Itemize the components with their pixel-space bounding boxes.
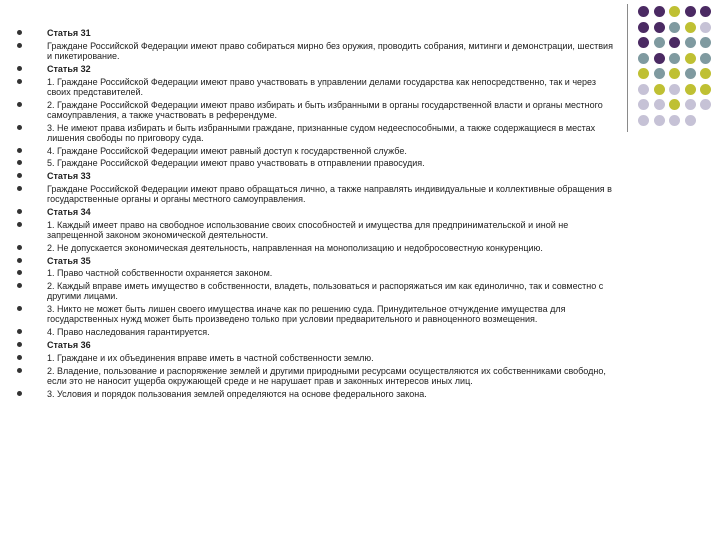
article-paragraph [17,146,615,156]
decor-dot [669,53,680,64]
item-text: Статья 33 [47,171,91,182]
decor-dot [700,84,711,95]
bullet-icon [17,270,22,275]
decor-dot [654,99,665,110]
decor-dot [685,68,696,79]
decor-dot [638,37,649,48]
bullet-icon [17,222,22,227]
bullet-icon [17,258,22,263]
bullet-icon [17,329,22,334]
article-heading [17,28,615,38]
article-paragraph [17,100,615,120]
decor-dot [638,84,649,95]
bullet-icon [17,283,22,288]
decor-dot [638,53,649,64]
bullet-icon [17,306,22,311]
decor-dot [700,99,711,110]
item-text: Статья 34 [47,206,91,217]
item-text: Статья 35 [47,255,91,266]
decor-dot [700,68,711,79]
item-text: 2. Владение, пользование и распоряжение землей и другими природными ресурсами осуществляются их собственниками свободно, если это не наносит ущерба окружающей среде и не нарушает прав и законных интересов иных лиц. [47,365,606,386]
item-text: 3. Не имеют права избирать и быть избранными граждане, признанные судом недееспособными, а также содержащиеся в местах лишения свободы по приговору суда. [47,122,596,143]
article-paragraph [17,220,615,240]
article-paragraph [17,184,615,204]
item-text: Статья 36 [47,339,91,350]
decor-dot [685,115,696,126]
decor-dot [638,6,649,17]
decor-dot [700,22,711,33]
article-heading [17,64,615,74]
decor-dot [700,6,711,17]
bullet-icon [17,102,22,107]
item-text: 2. Граждане Российской Федерации имеют право избирать и быть избранными в органы государственной власти и органы местного самоуправления, а также участвовать в референдуме. [47,99,603,120]
article-paragraph [17,77,615,97]
bullet-icon [17,30,22,35]
bullet-icon [17,355,22,360]
decor-dot [700,53,711,64]
decor-dot [669,115,680,126]
decor-dot [669,99,680,110]
bullet-icon [17,160,22,165]
decor-dot [638,99,649,110]
item-text: Граждане Российской Федерации имеют право собираться мирно без оружия, проводить собрания, митинги и демонстрации, шествия и пикетирование. [47,40,613,61]
article-paragraph [17,41,615,61]
bullet-icon [17,66,22,71]
article-paragraph [17,304,615,324]
decor-dot [638,68,649,79]
item-text: 3. Условия и порядок пользования землей определяются на основе федерального закона. [47,388,427,399]
article-heading [17,340,615,350]
decor-dot [654,84,665,95]
decorative-divider-line [627,4,628,132]
article-paragraph [17,158,615,168]
article-list-container [17,28,615,401]
decorative-dot-grid [638,6,718,132]
bullet-icon [17,245,22,250]
item-text: 4. Граждане Российской Федерации имеют равный доступ к государственной службе. [47,145,407,156]
article-paragraph [17,366,615,386]
bullet-icon [17,368,22,373]
article-paragraph [17,281,615,301]
bullet-icon [17,209,22,214]
article-paragraph [17,353,615,363]
bullet-icon [17,173,22,178]
decor-dot [700,37,711,48]
item-text: Статья 31 [47,28,91,38]
article-heading [17,256,615,266]
decor-dot [669,68,680,79]
decor-dot [654,53,665,64]
decor-dot [669,22,680,33]
decor-dot [654,6,665,17]
bullet-icon [17,342,22,347]
item-text: Граждане Российской Федерации имеют право обращаться лично, а также направлять индивидуальные и коллективные обращения в государственные органы и органы местного самоуправления. [47,183,612,205]
item-text: 4. Право наследования гарантируется. [47,327,210,338]
decor-dot [638,22,649,33]
bullet-icon [17,79,22,84]
decor-dot [654,68,665,79]
item-text: Статья 32 [47,63,91,74]
article-paragraph [17,389,615,399]
decor-dot [654,37,665,48]
item-text: 1. Граждане Российской Федерации имеют право участвовать в управлении делами государства как непосредственно, так и через своих представителей. [47,76,596,97]
article-paragraph [17,243,615,253]
decor-dot [638,115,649,126]
article-heading [17,171,615,181]
decor-dot [669,37,680,48]
decor-dot [685,53,696,64]
article-paragraph [17,123,615,143]
item-text: 3. Никто не может быть лишен своего имущества иначе как по решению суда. Принудительное отчуждение имущества для государственных нужд может быть произведено только при условии предварительного и равноценного возмещения. [47,304,566,325]
article-paragraph [17,268,615,278]
item-text: 1. Право частной собственности охраняется законом. [47,268,273,279]
decor-dot [669,6,680,17]
bullet-icon [17,125,22,130]
article-heading [17,207,615,217]
decor-dot [685,22,696,33]
decor-dot [654,115,665,126]
bullet-icon [17,186,22,191]
bullet-icon [17,391,22,396]
item-text: 2. Не допускается экономическая деятельность, направленная на монополизацию и недобросовестную конкуренцию. [47,242,543,253]
decor-dot [654,22,665,33]
decor-dot [685,6,696,17]
bullet-icon [17,148,22,153]
item-text: 1. Каждый имеет право на свободное использование своих способностей и имущества для предпринимательской и иной не запрещенной законом экономической деятельности. [47,219,569,240]
decor-dot [685,37,696,48]
decor-dot [685,99,696,110]
decor-dot [685,84,696,95]
bullet-icon [17,43,22,48]
article-paragraph [17,327,615,337]
article-list [17,28,615,399]
item-text: 2. Каждый вправе иметь имущество в собственности, владеть, пользоваться и распоряжаться им как единолично, так и совместно с другими лицами. [47,281,604,302]
item-text: 1. Граждане и их объединения вправе иметь в частной собственности землю. [47,352,374,363]
item-text: 5. Граждане Российской Федерации имеют право участвовать в отправлении правосудия. [47,158,425,169]
decor-dot [669,84,680,95]
